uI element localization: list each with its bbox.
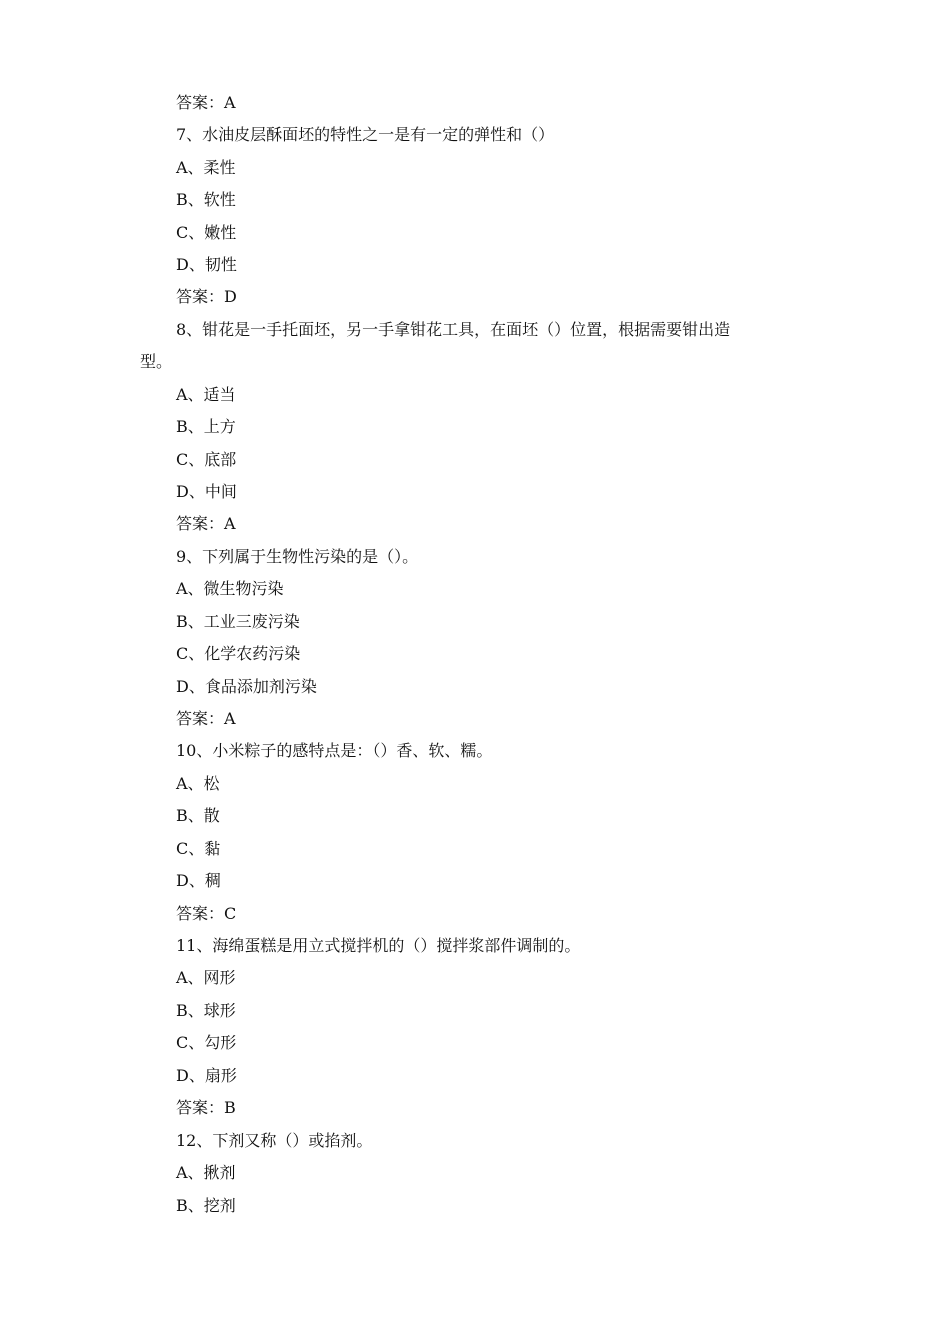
answer-9: 答案：A <box>176 709 236 728</box>
q9-option-b: B、工业三废污染 <box>176 612 300 631</box>
q7-option-c: C、嫩性 <box>176 223 237 242</box>
q10-option-c: C、黏 <box>176 839 221 858</box>
q8-option-c: C、底部 <box>176 450 237 469</box>
q9-option-c: C、化学农药污染 <box>176 644 301 663</box>
question-7: 7、水油皮层酥面坯的特性之一是有一定的弹性和（） <box>176 125 555 144</box>
q11-option-b: B、球形 <box>176 1001 236 1020</box>
q11-option-a: A、网形 <box>176 968 236 987</box>
q7-option-b: B、软性 <box>176 190 236 209</box>
answer-11: 答案：B <box>176 1098 236 1117</box>
question-8-continuation: 型。 <box>140 352 173 371</box>
question-12: 12、下剂又称（）或掐剂。 <box>176 1131 373 1150</box>
answer-6: 答案：A <box>176 93 236 112</box>
q11-option-d: D、扇形 <box>176 1066 237 1085</box>
q7-option-d: D、韧性 <box>176 255 237 274</box>
q10-option-b: B、散 <box>176 806 220 825</box>
q12-option-b: B、挖剂 <box>176 1196 236 1215</box>
answer-7: 答案：D <box>176 287 237 306</box>
q9-option-d: D、食品添加剂污染 <box>176 677 317 696</box>
question-9: 9、下列属于生物性污染的是（）。 <box>176 547 419 566</box>
q8-option-b: B、上方 <box>176 417 236 436</box>
q10-option-d: D、稠 <box>176 871 221 890</box>
q9-option-a: A、微生物污染 <box>176 579 284 598</box>
answer-10: 答案：C <box>176 904 237 923</box>
question-10: 10、小米粽子的感特点是：（）香、软、糯。 <box>176 741 493 760</box>
q12-option-a: A、揪剂 <box>176 1163 236 1182</box>
q11-option-c: C、勾形 <box>176 1033 237 1052</box>
q7-option-a: A、柔性 <box>176 158 236 177</box>
q8-option-d: D、中间 <box>176 482 237 501</box>
answer-8: 答案：A <box>176 514 236 533</box>
question-8: 8、钳花是一手托面坯，另一手拿钳花工具，在面坯（）位置，根据需要钳出造 <box>176 320 731 339</box>
q10-option-a: A、松 <box>176 774 220 793</box>
question-11: 11、海绵蛋糕是用立式搅拌机的（）搅拌浆部件调制的。 <box>176 936 581 955</box>
q8-option-a: A、适当 <box>176 385 236 404</box>
